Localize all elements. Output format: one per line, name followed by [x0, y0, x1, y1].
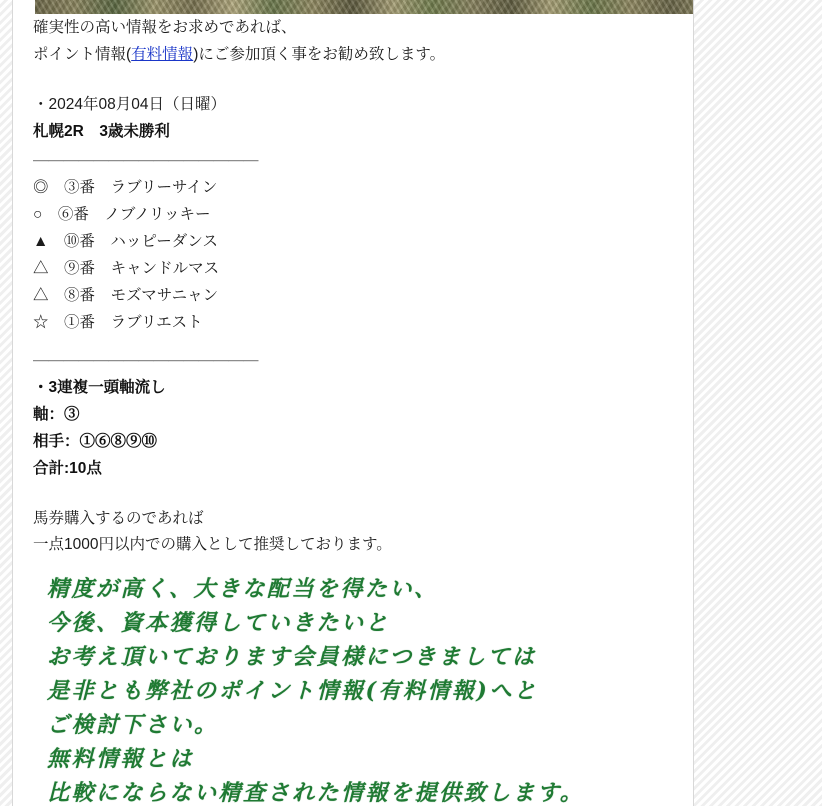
note-line-2: 一点1000円以内での購入として推奨しております。 [33, 536, 392, 553]
list-item [33, 174, 694, 201]
note-line-1: 馬券購入するのであれば [33, 510, 204, 527]
banner-photo-icon [35, 0, 694, 14]
handwritten-line: 無料情報とは [47, 746, 195, 772]
intro-text-after: )にご参加頂く事をお勧め致します。 [193, 46, 446, 63]
handwritten-message [47, 572, 693, 806]
document-body [13, 14, 694, 806]
pick-mark: △ [33, 260, 49, 277]
handwritten-line: ご検討下さい。 [47, 712, 219, 738]
pick-number: ⑥番 [57, 206, 89, 223]
spacer-1 [33, 68, 694, 92]
pick-number: ⑨番 [64, 260, 96, 277]
handwritten-line: 精度が高く、大きな配当を得たい、 [47, 576, 439, 602]
divider-top: ＿＿＿＿＿＿＿＿＿＿＿＿＿＿＿ [33, 146, 259, 163]
spacer-4 [33, 364, 694, 374]
intro-line-1: 確実性の高い情報をお求めであれば、 [33, 19, 297, 36]
race-title: 札幌2R 3歳未勝利 [33, 123, 170, 140]
handwritten-line: 比較にならない精査された情報を提供致します。 [47, 780, 585, 806]
pick-mark: ☆ [33, 314, 49, 331]
handwritten-line: 今後、資本獲得していきたいと [47, 610, 391, 636]
pick-mark: ▲ [33, 233, 49, 250]
pick-mark: ◎ [33, 179, 49, 196]
list-item [33, 228, 694, 255]
handwritten-line: お考え頂いております会員様につきましては [47, 644, 537, 670]
content-frame [12, 0, 694, 806]
paid-info-link[interactable]: 有料情報 [131, 46, 194, 63]
spacer-2 [33, 164, 694, 174]
intro-text-before: ポイント情報( [33, 46, 132, 63]
pick-horse: ラブリーサイン [110, 179, 218, 196]
pick-number: ①番 [64, 314, 96, 331]
pick-horse: ノブノリッキー [104, 206, 211, 223]
pick-horse: キャンドルマス [110, 260, 220, 277]
bet-total: 合計:10点 [33, 460, 102, 477]
pick-horse: ハッピーダンス [110, 233, 218, 250]
list-item [33, 309, 694, 336]
pick-mark: △ [33, 287, 49, 304]
race-date: ・2024年08月04日（日曜） [33, 96, 226, 113]
pick-horse: ラブリエスト [110, 314, 203, 331]
intro-line-2 [33, 41, 694, 68]
list-item [33, 282, 694, 309]
list-item [33, 201, 694, 228]
pick-number: ⑧番 [64, 287, 96, 304]
pick-number: ⑩番 [63, 233, 95, 250]
spacer-5 [33, 482, 694, 506]
handwritten-line: 是非とも弊社のポイント情報(有料情報)へと [47, 678, 539, 704]
bet-type: ・3連複一頭軸流し [33, 379, 166, 396]
divider-bottom: ＿＿＿＿＿＿＿＿＿＿＿＿＿＿＿ [33, 346, 259, 363]
pick-horse: モズマサニャン [110, 287, 219, 304]
bet-axis: 軸：③ [33, 406, 80, 423]
spacer-3 [33, 336, 694, 346]
pick-mark: ○ [33, 206, 43, 223]
bet-partners: 相手：①⑥⑧⑨⑩ [33, 433, 158, 450]
list-item [33, 255, 694, 282]
pick-number: ③番 [64, 179, 96, 196]
